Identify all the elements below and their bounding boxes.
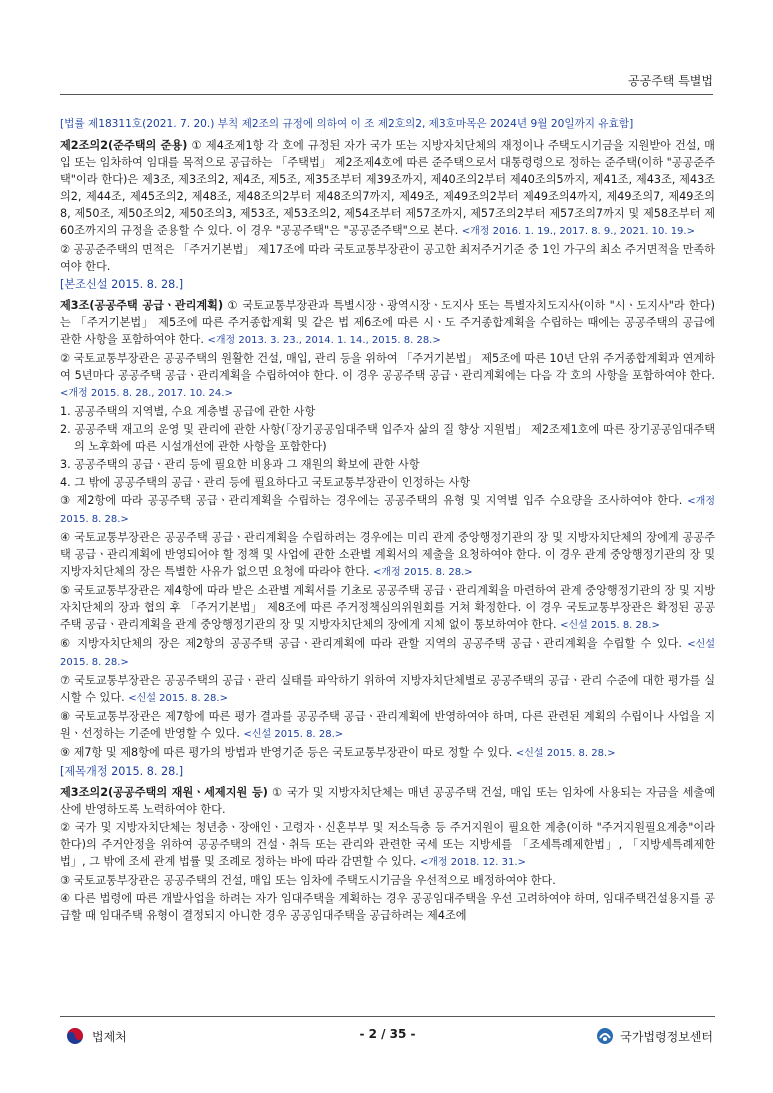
- revision-note: <신설 2015. 8. 28.>: [515, 748, 616, 759]
- article-3-2-para-1: 제3조의2(공공주택의 재원ㆍ세제지원 등) ① 국가 및 지방자치단체는 매년 공공주택 건설, 매입 또는 임차에 사용되는 자금을 세출예산에 반영하도록 노력하여야 한다.: [60, 786, 716, 816]
- validity-notice: [법률 제18311호(2021. 7. 20.) 부칙 제2조의 규정에 의하여 이 조 제2호의2, 제3호마목은 2024년 9월 20일까지 유효함]: [60, 118, 634, 130]
- article-footnote: [본조신설 2015. 8. 28.]: [60, 278, 184, 291]
- article-2-2-para-1: 제2조의2(준주택의 준용) ① 제4조제1항 각 호에 규정된 자가 국가 또는 지방자치단체의 재정이나 주택도시기금을 지원받아 건설, 매입 또는 임차하여 임대를 목적으로 공급하는 「주택법」 제2조제4호에 따른 준주택으로서 대통령령으로 정하는 준주택(이하 "공공준주택"이라 한다)은 제3조, 제3조의2, 제4조, 제5조, 제35조부터 제39조까지, 제40조의2부터 제40조의5까지, 제41조, 제43조, 제43조의2, 제44조, 제45조의2, 제48조, 제48조의2부터 제48조의7까지, 제49조, 제49조의2부터 제49조의4까지, 제49조의7, 제49조의8, 제50조, 제50조의2, 제50조의3, 제53조, 제53조의2, 제54조부터 제57조까지, 제57조의2부터 제57조의7까지 및 제58조부터 제60조까지의 규정을 준용할 수 있다. 이 경우 "공공주택"은 "공공준주택"으로 본다. <개정 2016. 1. 19., 2017. 8. 9., 2021. 10. 19.>: [60, 139, 715, 237]
- list-item: 4. 그 밖에 공공주택의 공급ㆍ관리 등에 필요하다고 국토교통부장관이 인정하는 사항: [60, 476, 471, 489]
- article-footnote: [제목개정 2015. 8. 28.]: [60, 765, 184, 778]
- law-center-logo-icon: [596, 1027, 614, 1045]
- page-footer: [60, 1016, 715, 1045]
- article-3-para-4: ④ 국토교통부장관은 공공주택 공급ㆍ관리계획을 수립하려는 경우에는 미리 관계 중앙행정기관의 장 및 지방자치단체의 장에게 공공주택 공급ㆍ관리계획에 반영되어야 할 정책 및 사업에 관한 소관별 계획서의 제출을 요청하여야 한다. 이 경우 관계 중앙행정기관의 장 및 지방자치단체의 장은 특별한 사유가 없으면 요청에 따라야 한다. <개정 2015. 8. 28.>: [60, 531, 715, 578]
- revision-note: <개정 2015. 8. 28., 2017. 10. 24.>: [60, 388, 233, 399]
- revision-note: <개정 2013. 3. 23., 2014. 1. 14., 2015. 8. 28.>: [207, 335, 441, 346]
- revision-note: <신설 2015. 8. 28.>: [560, 620, 660, 631]
- revision-note: <개정 2018. 12. 31.>: [419, 857, 526, 868]
- article-3-para-9: ⑨ 제7항 및 제8항에 따른 평가의 방법과 반영기준 등은 국토교통부장관이 따로 정할 수 있다. <신설 2015. 8. 28.>: [60, 746, 616, 759]
- article-3-2-para-3: ③ 국토교통부장관은 공공주택의 건설, 매입 또는 임차에 주택도시기금을 우선적으로 배정하여야 한다.: [60, 874, 556, 887]
- list-item: 3. 공공주택의 공급ㆍ관리 등에 필요한 비용과 그 재원의 확보에 관한 사항: [60, 458, 420, 471]
- footer-center-label: 국가법령정보센터: [620, 1029, 713, 1044]
- article-2-2-para-2: ② 공공준주택의 면적은 「주거기본법」 제17조에 따라 국토교통부장관이 공고한 최저주거기준 중 1인 가구의 최소 주거면적을 만족하여야 한다.: [60, 243, 715, 273]
- revision-note: <신설 2015. 8. 28.>: [128, 693, 228, 704]
- article-3-2-para-4: ④ 다른 법령에 따른 개발사업을 하려는 자가 임대주택을 계획하는 경우 공공임대주택을 우선 고려하여야 하며, 임대주택건설용지를 공급할 때 임대주택 유형이 결정되지 아니한 경우 공공임대주택을 공급하려는 제4조에: [60, 892, 715, 922]
- list-item: 2. 공공주택 재고의 운영 및 관리에 관한 사항(「장기공공임대주택 입주자 삶의 질 향상 지원법」 제2조제1호에 따른 장기공공임대주택의 노후화에 따른 시설개선에 관한 사항을 포함한다): [60, 423, 715, 453]
- article-3-para-1: 제3조(공공주택 공급ㆍ관리계획) ① 국토교통부장관과 특별시장ㆍ광역시장ㆍ도지사 또는 특별자치도지사(이하 "시ㆍ도지사"라 한다)는 「주거기본법」 제5조에 따른 주거종합계획 및 같은 법 제6조에 따른 시ㆍ도 주거종합계획을 수립하는 때에는 공공주택의 공급에 관한 사항을 포함하여야 한다. <개정 2013. 3. 23., 2014. 1. 14., 2015. 8. 28.>: [60, 299, 715, 346]
- article-title: 제3조(공공주택 공급ㆍ관리계획): [60, 299, 224, 312]
- article-title: 제3조의2(공공주택의 재원ㆍ세제지원 등): [60, 786, 268, 799]
- revision-note: <신설 2015. 8. 28.>: [243, 729, 344, 740]
- article-3-para-2: ② 국토교통부장관은 공공주택의 원활한 건설, 매입, 관리 등을 위하여 「주거기본법」 제5조에 따른 10년 단위 주거종합계획과 연계하여 5년마다 공공주택 공급ㆍ관리계획을 수립하여야 한다. 이 경우 공공주택 공급ㆍ관리계획에는 다음 각 호의 사항을 포함하여야 한다. <개정 2015. 8. 28., 2017. 10. 24.>: [60, 352, 715, 399]
- page-number: - 2 / 35 -: [359, 1027, 416, 1041]
- article-3-para-5: ⑤ 국토교통부장관은 제4항에 따라 받은 소관별 계획서를 기초로 공공주택 공급ㆍ관리계획을 마련하여 관계 중앙행정기관의 장 및 지방자치단체의 장과 협의 후 「주거기본법」 제8조에 따른 주거정책심의위원회를 거쳐 확정한다. 이 경우 국토교통부장관은 확정된 공공주택 공급ㆍ관리계획을 관계 중앙행정기관의 장 및 지방자치단체의 장에게 지체 없이 통보하여야 한다. <신설 2015. 8. 28.>: [60, 584, 715, 631]
- list-item: 1. 공공주택의 지역별, 수요 계층별 공급에 관한 사항: [60, 405, 316, 418]
- revision-note: <개정 2015. 8. 28.>: [373, 567, 473, 578]
- document-body: [60, 116, 715, 925]
- page-header: [60, 72, 713, 95]
- footer-center-name: [596, 1027, 713, 1045]
- article-title: 제2조의2(준주택의 준용): [60, 139, 188, 152]
- article-3-para-6: ⑥ 지방자치단체의 장은 제2항의 공공주택 공급ㆍ관리계획에 따라 관할 지역의 공공주택 공급ㆍ관리계획을 수립할 수 있다. <신설 2015. 8. 28.>: [60, 637, 715, 668]
- document-title: 공공주택 특별법: [628, 74, 713, 88]
- article-3-2-para-2: ② 국가 및 지방자치단체는 청년층ㆍ장애인ㆍ고령자ㆍ신혼부부 및 저소득층 등 주거지원이 필요한 계층(이하 "주거지원필요계층"이라 한다)의 주거안정을 위하여 공공주택의 건설ㆍ취득 또는 관리와 관련한 국세 또는 지방세를 「조세특례제한법」, 「지방세특례제한법」, 그 밖에 조세 관계 법률 및 조례로 정하는 바에 따라 감면할 수 있다. <개정 2018. 12. 31.>: [60, 821, 715, 868]
- article-3-para-7: ⑦ 국토교통부장관은 공공주택의 공급ㆍ관리 실태를 파악하기 위하여 지방자치단체별로 공공주택의 공급ㆍ관리 수준에 대한 평가를 실시할 수 있다. <신설 2015. 8. 28.>: [60, 674, 715, 704]
- article-3-para-8: ⑧ 국토교통부장관은 제7항에 따른 평가 결과를 공공주택 공급ㆍ관리계획에 반영하여야 하며, 다른 관련된 계획의 수립이나 사업을 지원ㆍ선정하는 기준에 반영할 수 있다. <신설 2015. 8. 28.>: [60, 710, 715, 740]
- article-3-para-3: ③ 제2항에 따라 공공주택 공급ㆍ관리계획을 수립하는 경우에는 공공주택의 유형 및 지역별 입주 수요량을 조사하여야 한다. <개정 2015. 8. 28.>: [60, 494, 715, 525]
- revision-note: <개정 2016. 1. 19., 2017. 8. 9., 2021. 10. 19.>: [461, 226, 695, 237]
- revision-note: <개정 2015. 8. 28.>: [60, 496, 715, 525]
- revision-note: <신설 2015. 8. 28.>: [60, 639, 715, 668]
- footer-ministry-name: 법제처: [92, 1029, 127, 1044]
